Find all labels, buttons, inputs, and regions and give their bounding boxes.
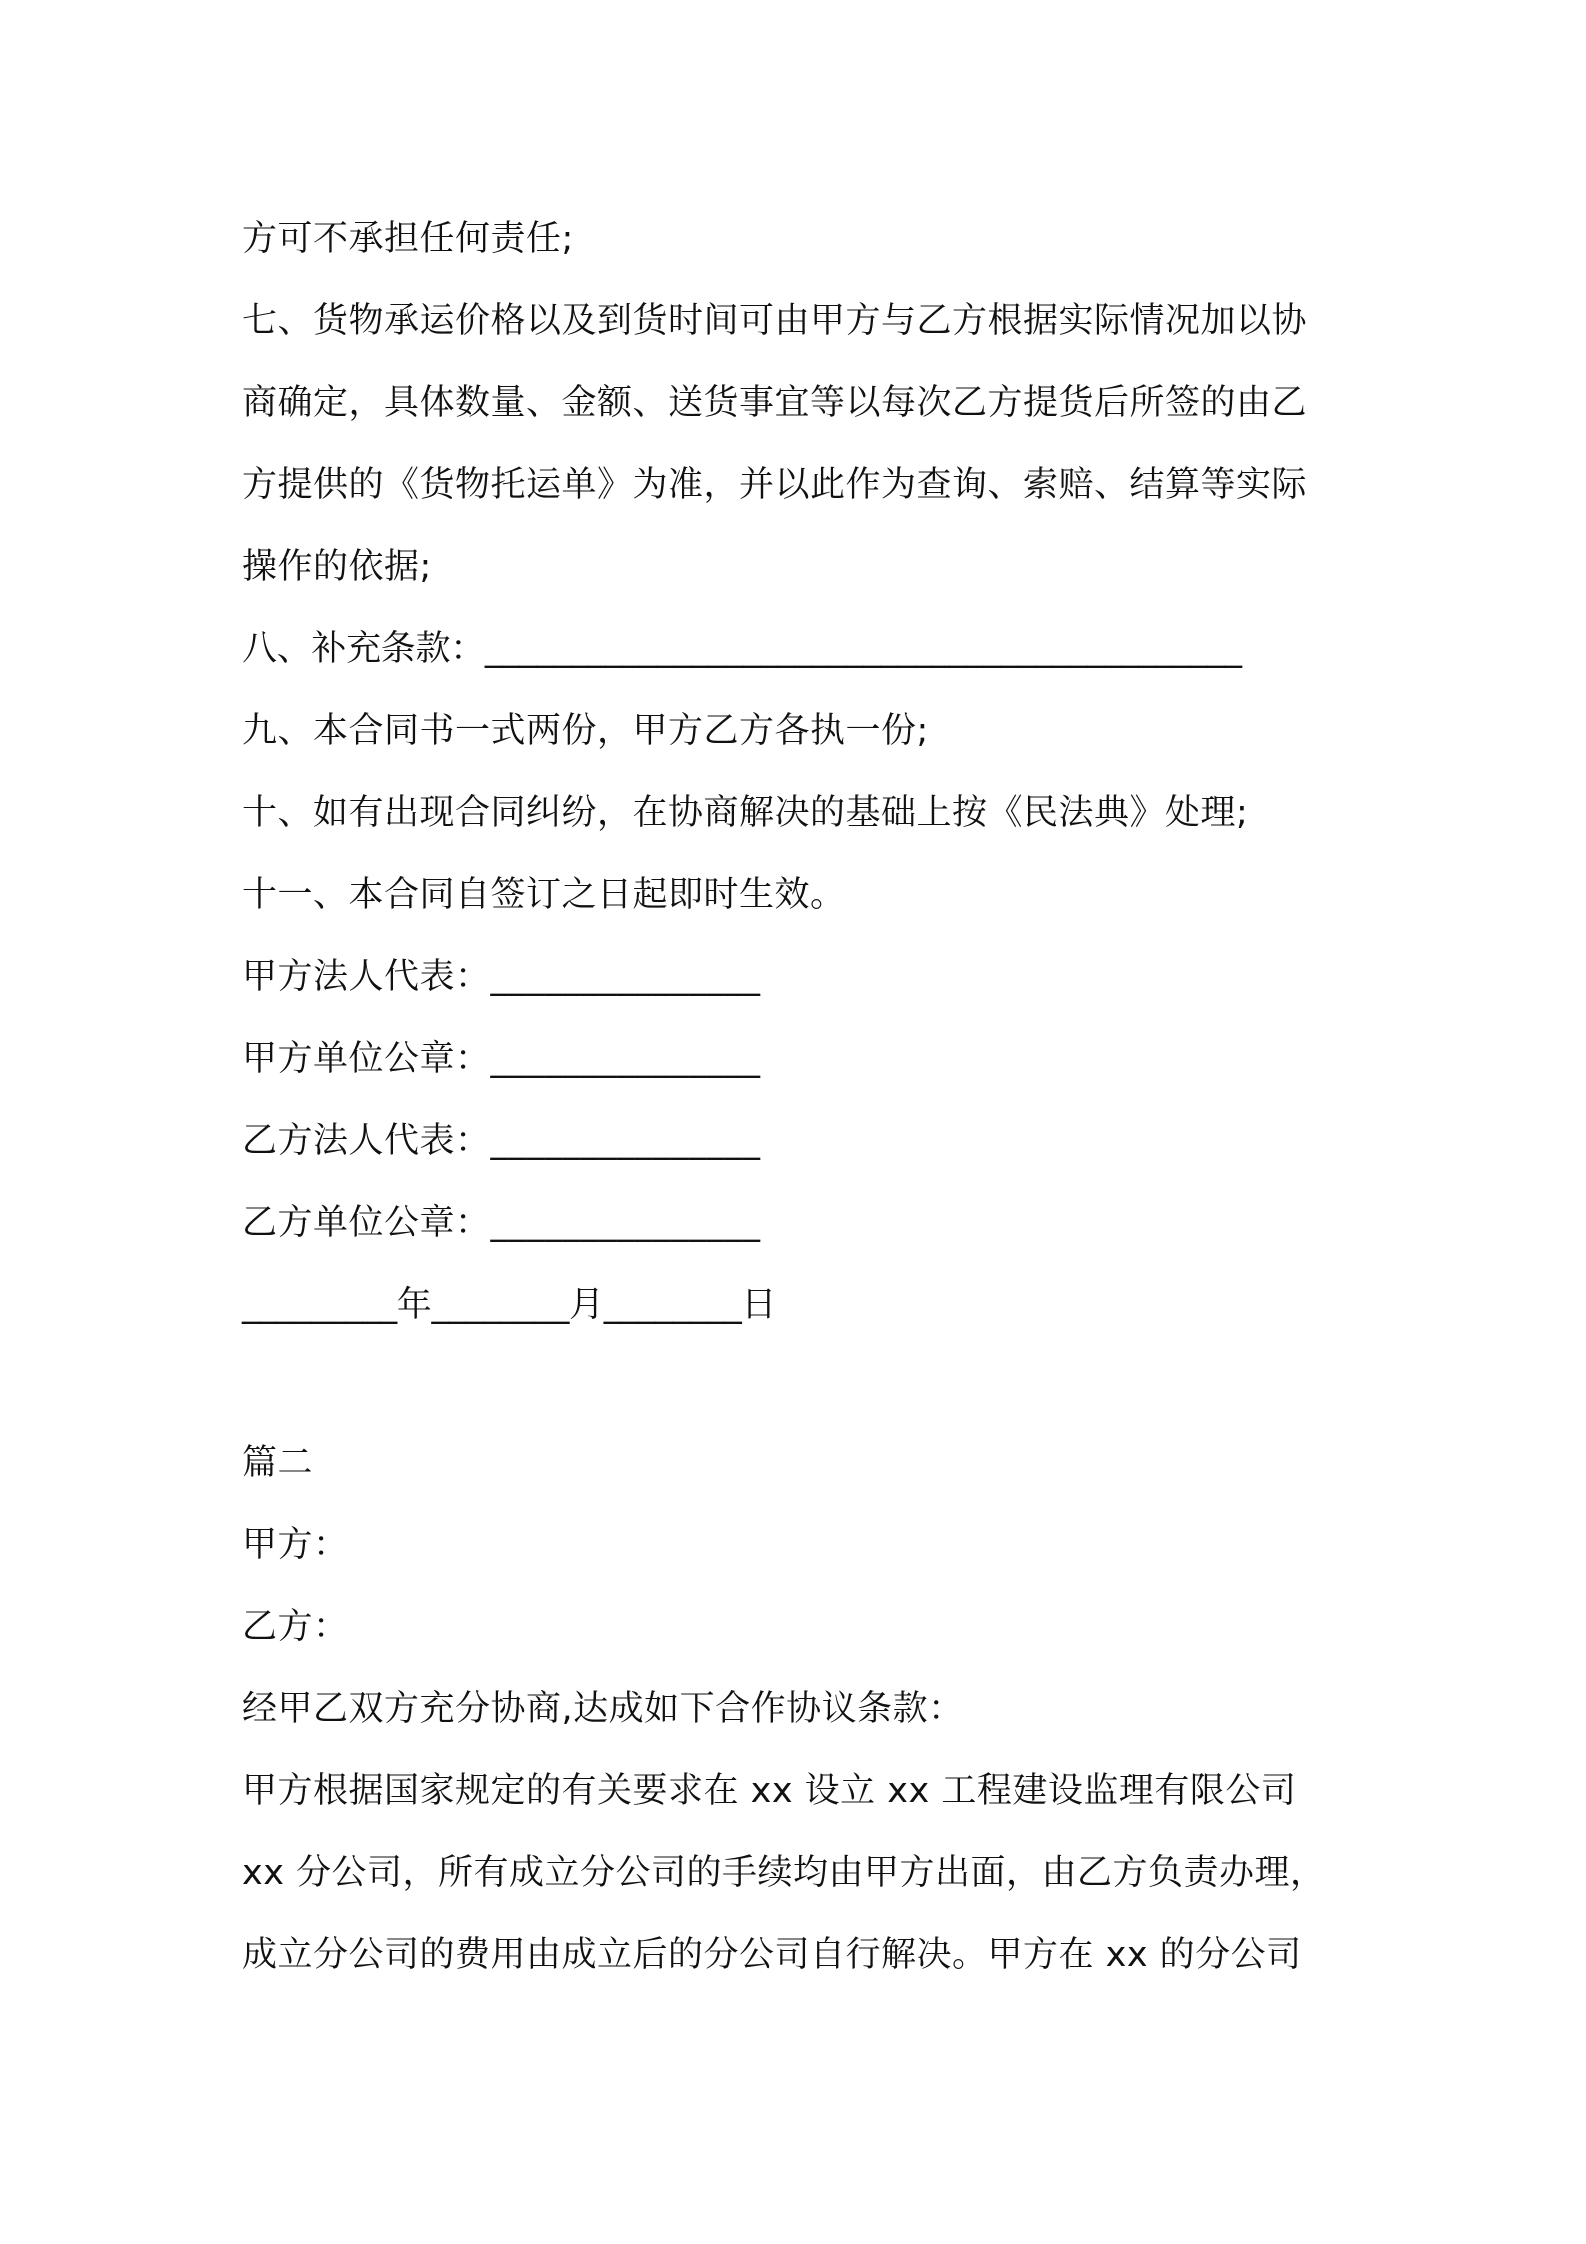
clause-7-line: 商确定，具体数量、金额、送货事宜等以每次乙方提货后所签的由乙 [242, 383, 1308, 423]
clause-7-line: 七、货物承运价格以及到货时间可由甲方与乙方根据实际情况加以协 [242, 301, 1308, 341]
clause-7-line: 方提供的《货物托运单》为准，并以此作为查询、索赔、结算等实际 [242, 465, 1308, 505]
section-2-heading: 篇二 [242, 1443, 314, 1483]
party-b-seal-field: 乙方单位公章：_______________ [242, 1203, 761, 1243]
date-field: _________年________月________日 [242, 1285, 777, 1325]
agreement-paragraph-line: 成立分公司的费用由成立后的分公司自行解决。甲方在 xx 的分公司 [242, 1935, 1302, 1975]
party-a-legal-rep-field: 甲方法人代表：_______________ [242, 957, 761, 997]
clause-9-copies: 九、本合同书一式两份，甲方乙方各执一份; [242, 711, 929, 751]
document-body [242, 198, 1352, 1996]
party-b-label: 乙方： [242, 1607, 349, 1647]
agreement-intro: 经甲乙双方充分协商,达成如下合作协议条款： [242, 1689, 964, 1729]
party-b-legal-rep-field: 乙方法人代表：_______________ [242, 1121, 761, 1161]
party-a-label: 甲方： [242, 1525, 349, 1565]
clause-11-effective: 十一、本合同自签订之日起即时生效。 [242, 875, 846, 915]
agreement-paragraph-line: 甲方根据国家规定的有关要求在 xx 设立 xx 工程建设监理有限公司 [242, 1771, 1297, 1811]
clause-8-supplementary-terms: 八、补充条款：____________________________________________ [242, 629, 1242, 669]
agreement-paragraph-line: xx 分公司，所有成立分公司的手续均由甲方出面，由乙方负责办理， [242, 1853, 1326, 1893]
party-a-seal-field: 甲方单位公章：_______________ [242, 1039, 761, 1079]
clause-7-line: 操作的依据; [242, 547, 432, 587]
text-line: 方可不承担任何责任; [242, 219, 574, 259]
section-spacer [242, 1346, 1352, 1422]
clause-10-disputes: 十、如有出现合同纠纷，在协商解决的基础上按《民法典》处理; [242, 793, 1249, 833]
